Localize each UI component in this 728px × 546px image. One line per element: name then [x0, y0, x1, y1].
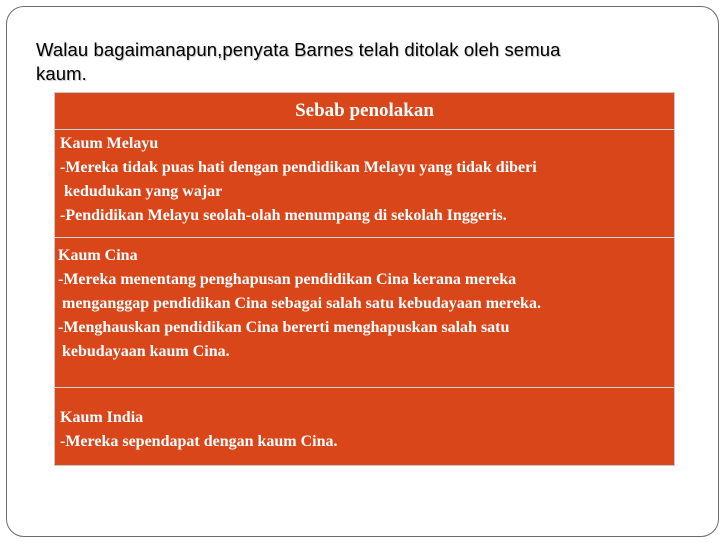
heading-line-2: kaum. [36, 63, 87, 84]
slide-heading [36, 38, 676, 86]
heading-line-1: Walau bagaimanapun,penyata Barnes telah ditolak oleh semua [36, 39, 561, 60]
chinese-reason-line-3: -Menghauskan pendidikan Cina bererti menghapuskan salah satu [58, 319, 510, 336]
group-label-malay: Kaum Melayu [60, 135, 159, 152]
table-row-malay [55, 132, 674, 228]
malay-reason-line-2: kedudukan yang wajar [60, 183, 223, 200]
reasons-table [54, 92, 675, 466]
group-label-indian: Kaum India [60, 409, 144, 426]
table-row-indian [55, 406, 674, 454]
malay-reason-line-1: -Mereka tidak puas hati dengan pendidikan Melayu yang tidak diberi [60, 159, 537, 176]
table-title: Sebab penolakan [295, 100, 434, 121]
malay-reason-line-3: -Pendidikan Melayu seolah-olah menumpang di sekolah Inggeris. [60, 207, 507, 224]
chinese-reason-line-1: -Mereka menentang penghapusan pendidikan Cina kerana mereka [58, 271, 517, 288]
table-row-chinese [55, 244, 674, 364]
chinese-reason-line-2: menganggap pendidikan Cina sebagai salah satu kebudayaan mereka. [58, 295, 541, 312]
group-label-chinese: Kaum Cina [58, 247, 138, 264]
table-divider [55, 387, 674, 388]
table-divider [55, 237, 674, 238]
chinese-reason-line-4: kebudayaan kaum Cina. [58, 343, 230, 360]
table-divider [55, 129, 674, 130]
indian-reason-line-1: -Mereka sependapat dengan kaum Cina. [60, 433, 338, 450]
